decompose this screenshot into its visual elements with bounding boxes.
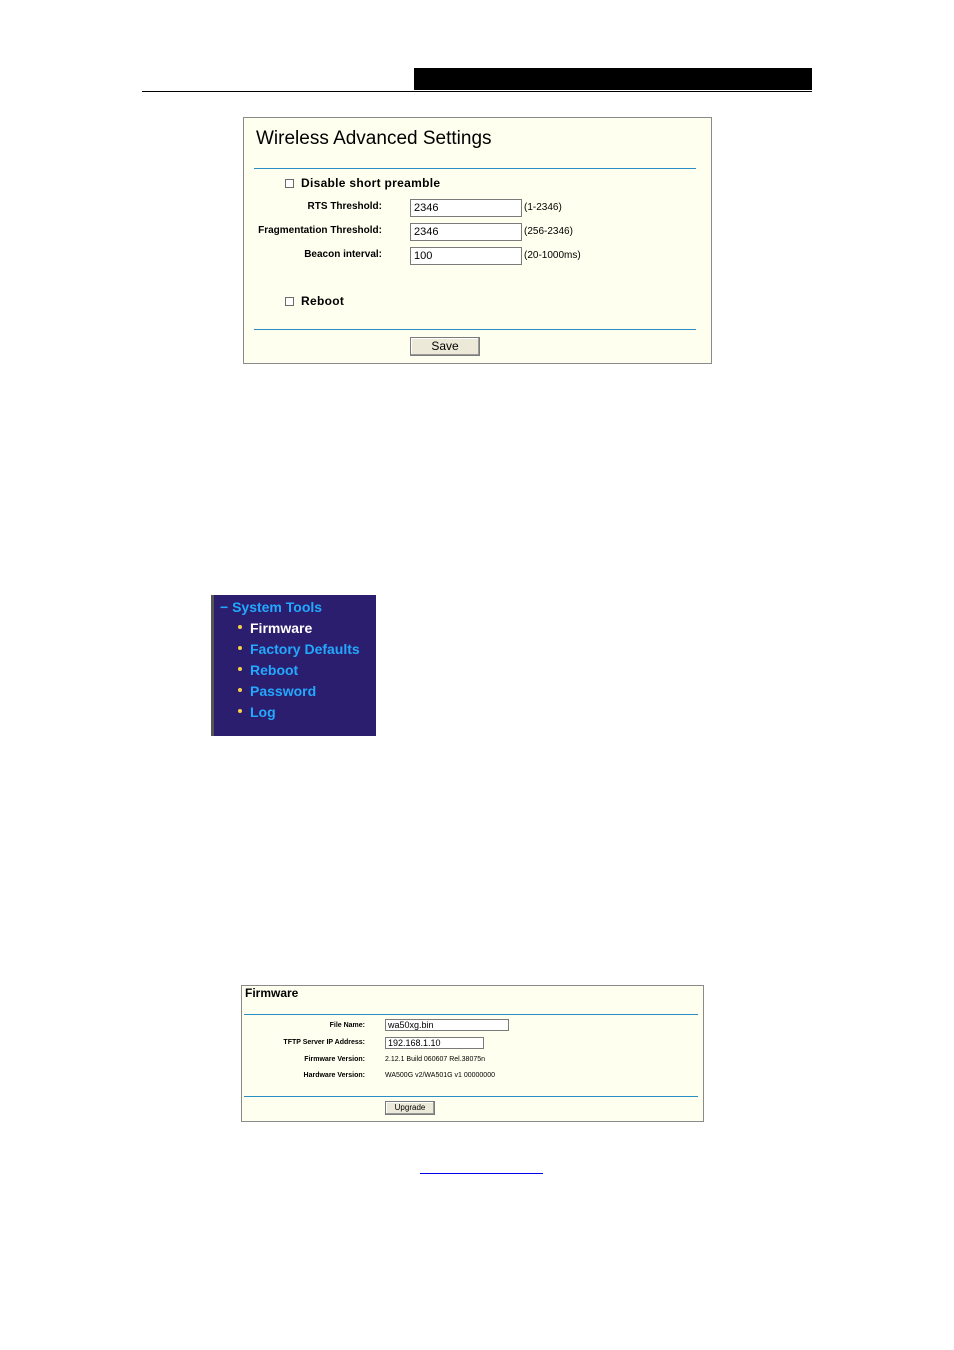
bullet-icon: [238, 709, 242, 713]
fragmentation-threshold-input[interactable]: 2346: [410, 223, 522, 241]
tftp-server-input[interactable]: 192.168.1.10: [385, 1037, 484, 1049]
menu-item-label: Firmware: [250, 620, 313, 636]
collapse-icon: −: [220, 599, 229, 615]
reboot-checkbox[interactable]: [285, 297, 294, 306]
beacon-interval-hint: (20-1000ms): [524, 250, 581, 261]
hardware-version-value: WA500G v2/WA501G v1 00000000: [385, 1072, 495, 1079]
fragmentation-threshold-label: Fragmentation Threshold:: [258, 225, 382, 236]
file-name-input[interactable]: wa50xg.bin: [385, 1019, 509, 1031]
menu-item-label: Reboot: [250, 662, 299, 678]
title-divider: [254, 168, 696, 169]
menu-item-password[interactable]: [238, 683, 316, 703]
tftp-server-label: TFTP Server IP Address:: [283, 1039, 365, 1046]
fragmentation-threshold-hint: (256-2346): [524, 226, 573, 237]
rts-threshold-hint: (1-2346): [524, 202, 562, 213]
footer-divider: [254, 329, 696, 330]
reboot-label: Reboot: [301, 294, 345, 308]
firmware-panel: [241, 985, 704, 1122]
upgrade-button[interactable]: Upgrade: [385, 1101, 435, 1115]
footer-divider: [244, 1096, 698, 1097]
beacon-interval-label: Beacon interval:: [304, 249, 382, 260]
save-button[interactable]: Save: [410, 337, 480, 356]
bullet-icon: [238, 646, 242, 650]
hardware-version-label: Hardware Version:: [303, 1072, 365, 1079]
panel-title: Firmware: [245, 986, 299, 1000]
menu-item-factory-defaults[interactable]: [238, 641, 360, 661]
hyperlink[interactable]: [420, 1160, 543, 1174]
menu-item-label: Factory Defaults: [250, 641, 360, 657]
wireless-advanced-settings-panel: [243, 117, 712, 364]
bullet-icon: [238, 667, 242, 671]
menu-item-label: Log: [250, 704, 276, 720]
menu-item-log[interactable]: [238, 704, 276, 724]
disable-short-preamble-label: Disable short preamble: [301, 176, 441, 190]
bullet-icon: [238, 688, 242, 692]
rts-threshold-input[interactable]: 2346: [410, 199, 522, 217]
firmware-version-value: 2.12.1 Build 060607 Rel.38075n: [385, 1056, 486, 1063]
panel-title: Wireless Advanced Settings: [256, 128, 492, 149]
beacon-interval-input[interactable]: 100: [410, 247, 522, 265]
rts-threshold-label: RTS Threshold:: [307, 201, 382, 212]
page-header-rule: [142, 91, 812, 92]
menu-item-firmware[interactable]: [238, 620, 312, 640]
system-tools-menu: [211, 595, 376, 736]
disable-short-preamble-checkbox[interactable]: [285, 179, 294, 188]
menu-item-reboot[interactable]: [238, 662, 298, 682]
firmware-version-label: Firmware Version:: [304, 1056, 365, 1063]
menu-header-system-tools[interactable]: [220, 599, 322, 615]
menu-header-label: System Tools: [232, 599, 323, 615]
file-name-label: File Name:: [329, 1022, 365, 1029]
page-header-bar: [414, 68, 812, 90]
menu-item-label: Password: [250, 683, 317, 699]
title-divider: [244, 1014, 698, 1015]
bullet-icon: [238, 625, 242, 629]
